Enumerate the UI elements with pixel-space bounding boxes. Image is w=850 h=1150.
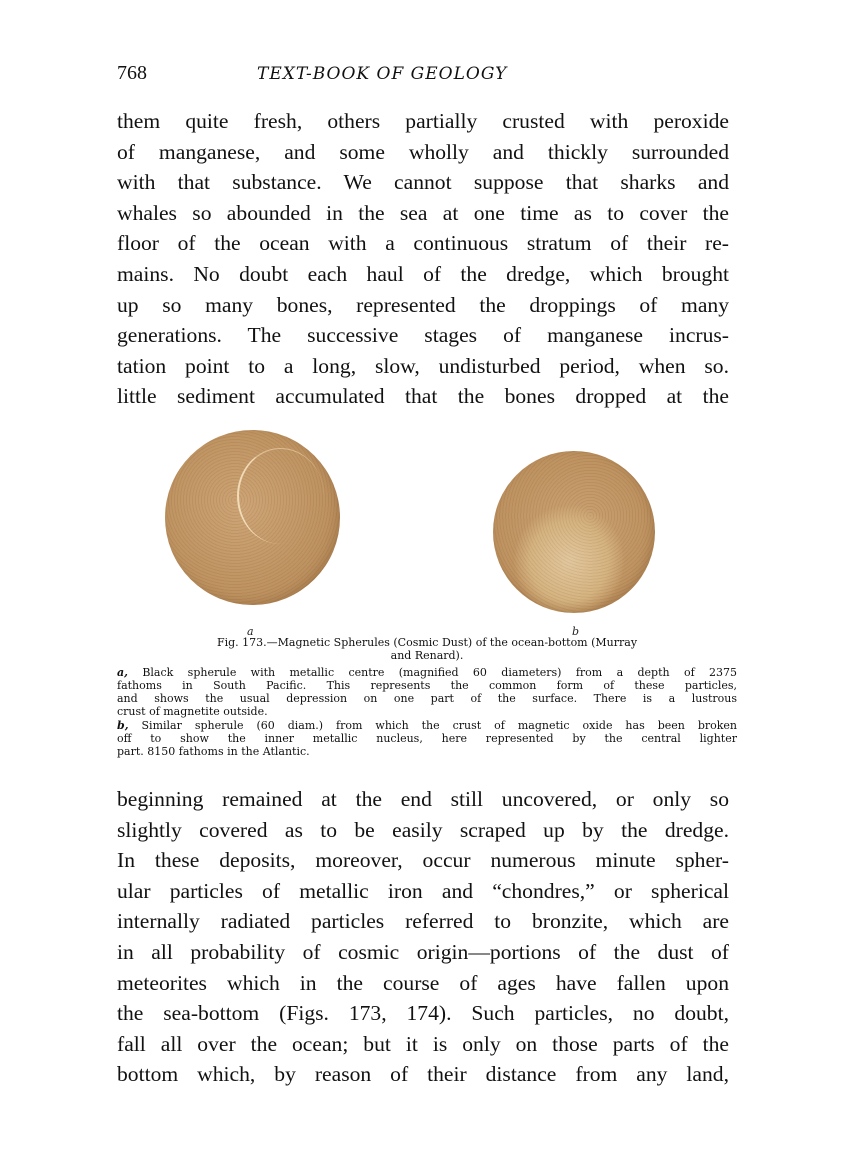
- text-line: generations. The successive stages of manganese incrus-: [117, 323, 729, 348]
- text-line: whales so abounded in the sea at one time as to cover the: [117, 200, 729, 225]
- text-line: little sediment accumulated that the bones dropped at the: [117, 384, 729, 409]
- text-line: of manganese, and some wholly and thickly surrounded: [117, 139, 729, 164]
- text-line: In these deposits, moreover, occur numerous minute spher-: [117, 848, 729, 873]
- page-number: 768: [117, 62, 147, 84]
- paragraph-2: [117, 784, 729, 1090]
- text-line: in all probability of cosmic origin—portions of the dust of: [117, 939, 729, 964]
- caption-line: off to show the inner metallic nucleus, here represented by the central lighter: [117, 732, 737, 745]
- figure-label-b: b: [572, 625, 580, 638]
- text-line: floor of the ocean with a continuous stratum of their re-: [117, 231, 729, 256]
- figure-label-a: a: [247, 625, 254, 638]
- running-title: TEXT-BOOK OF GEOLOGY: [257, 64, 508, 84]
- text-line: up so many bones, represented the droppings of many: [117, 292, 729, 317]
- caption-item-a: [117, 666, 737, 718]
- caption-item-label: a,: [117, 666, 128, 679]
- text-line: meteorites which in the course of ages have fallen upon: [117, 970, 729, 995]
- paragraph-1: [117, 106, 729, 412]
- text-line: with that substance. We cannot suppose that sharks and: [117, 170, 729, 195]
- figure-caption: [117, 636, 737, 758]
- caption-title-line: and Renard).: [390, 649, 464, 662]
- text-line: bottom which, by reason of their distance from any land,: [117, 1062, 729, 1087]
- caption-line: crust of magnetite outside.: [117, 705, 268, 718]
- depression-mark: [237, 448, 324, 544]
- caption-line: fathoms in South Pacific. This represents the common form of these particles,: [117, 679, 737, 692]
- text-line: them quite fresh, others partially crusted with peroxide: [117, 109, 729, 133]
- caption-line: part. 8150 fathoms in the Atlantic.: [117, 745, 310, 758]
- text-line: fall all over the ocean; but it is only on those parts of the: [117, 1031, 729, 1056]
- caption-item-b: [117, 719, 737, 758]
- text-line: mains. No doubt each haul of the dredge, which brought: [117, 261, 729, 286]
- caption-title: [117, 636, 737, 662]
- text-line: tation point to a long, slow, undisturbed period, when so.: [117, 353, 729, 378]
- text-line: slightly covered as to be easily scraped up by the dredge.: [117, 817, 729, 842]
- figure-173: [150, 418, 710, 636]
- caption-line: Similar spherule (60 diam.) from which the crust of magnetic oxide has been broken: [141, 719, 737, 732]
- text-line: the sea-bottom (Figs. 173, 174). Such particles, no doubt,: [117, 1001, 729, 1026]
- page-header: [117, 62, 730, 92]
- caption-line: Black spherule with metallic centre (magnified 60 diameters) from a depth of 2375: [142, 666, 737, 679]
- caption-title-line: Fig. 173.—Magnetic Spherules (Cosmic Dust) of the ocean-bottom (Murray: [216, 636, 638, 649]
- text-line: internally radiated particles referred to bronzite, which are: [117, 909, 729, 934]
- text-line: beginning remained at the end still uncovered, or only so: [117, 787, 729, 811]
- spherule-a-image: [165, 430, 340, 605]
- spherule-b-image: [493, 451, 655, 613]
- text-line: ular particles of metallic iron and “chondres,” or spherical: [117, 878, 729, 903]
- caption-item-label: b,: [117, 719, 129, 732]
- caption-line: and shows the usual depression on one part of the surface. There is a lustrous: [117, 692, 737, 705]
